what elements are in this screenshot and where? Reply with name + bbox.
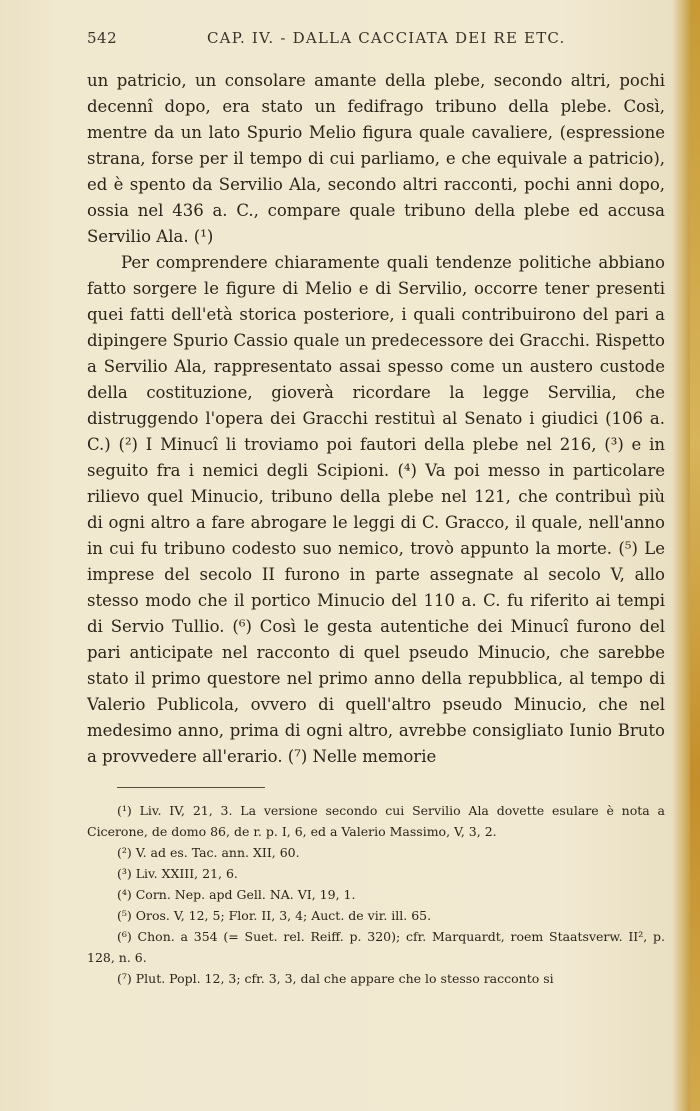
gilt-page-edge bbox=[690, 0, 700, 1111]
page-number: 542 bbox=[87, 29, 118, 47]
footnote-4: (⁴) Corn. Nep. apd Gell. NA. VI, 19, 1. bbox=[117, 887, 356, 902]
running-header bbox=[87, 29, 665, 53]
footnote-7: (⁷) Plut. Popl. 12, 3; cfr. 3, 3, dal che appare che lo stesso racconto si bbox=[117, 971, 554, 986]
footnote-2: (²) V. ad es. Tac. ann. XII, 60. bbox=[117, 845, 300, 860]
footnote-rule bbox=[117, 787, 265, 788]
footnotes bbox=[87, 800, 665, 989]
running-title: CAP. IV. - DALLA CACCIATA DEI RE ETC. bbox=[207, 29, 566, 47]
paragraph-2: Per comprendere chiaramente quali tendenze politiche abbiano fatto sorgere le figure di Melio e di Servilio, occorre tener presenti quei fatti dell'età storica posteriore, i quali contribuirono del pari a dipingere Spurio Cassio quale un predecessore dei Gracchi. Rispetto a Servilio Ala, rappresentato assai spesso come un austero custode della costituzione, gioverà ricordare la legge Servilia, che distruggendo l'opera dei Gracchi restituì al Senato i giudici (106 a. C.) (²) I Minucî li troviamo poi fautori della plebe nel 216, (³) e in seguito fra i nemici degli Scipioni. (⁴) Va poi messo in particolare rilievo quel Minucio, tribuno della plebe nel 121, che contribuì più di ogni altro a fare abrogare le leggi di C. Gracco, il quale, nell'anno in cui fu tribuno codesto suo nemico, trovò appunto la morte. (⁵) Le imprese del secolo II furono in parte assegnate al secolo V, allo stesso modo che il portico Minucio del 110 a. C. fu riferito ai tempi di Servio Tullio. (⁶) Così le gesta autentiche dei Minucî furono del pari anticipate nel racconto di quel pseudo Minucio, che sarebbe stato il primo questore nel primo anno della repubblica, al tempo di Valerio Publicola, ovvero di quell'altro pseudo Minucio, che nel medesimo anno, prima di ogni altro, avrebbe consigliato Iunio Bruto a provvedere all'erario. (⁷) Nelle memorie bbox=[87, 253, 665, 766]
paragraph-1: un patricio, un consolare amante della plebe, secondo altri, pochi decennî dopo, era stato un fedifrago tribuno della plebe. Così, mentre da un lato Spurio Melio figura quale cavaliere, (espressione strana, forse per il tempo di cui parliamo, e che equivale a patricio), ed è spento da Servilio Ala, secondo altri racconti, pochi anni dopo, ossia nel 436 a. C., compare quale tribuno della plebe ed accusa Servilio Ala. (¹) bbox=[87, 71, 665, 246]
footnote-5: (⁵) Oros. V, 12, 5; Flor. II, 3, 4; Auct. de vir. ill. 65. bbox=[117, 908, 432, 923]
footnote-3: (³) Liv. XXIII, 21, 6. bbox=[117, 866, 238, 881]
footnote-6: (⁶) Chon. a 354 (= Suet. rel. Reiff. p. 320); cfr. Marquardt, roem Staatsverw. II², p. 128, n. 6. bbox=[87, 929, 665, 965]
footnote-1: (¹) Liv. IV, 21, 3. La versione secondo cui Servilio Ala dovette esulare è nota a Cicerone, de domo 86, de r. p. I, 6, ed a Valerio Massimo, V, 3, 2. bbox=[87, 803, 665, 839]
main-text bbox=[87, 68, 665, 770]
